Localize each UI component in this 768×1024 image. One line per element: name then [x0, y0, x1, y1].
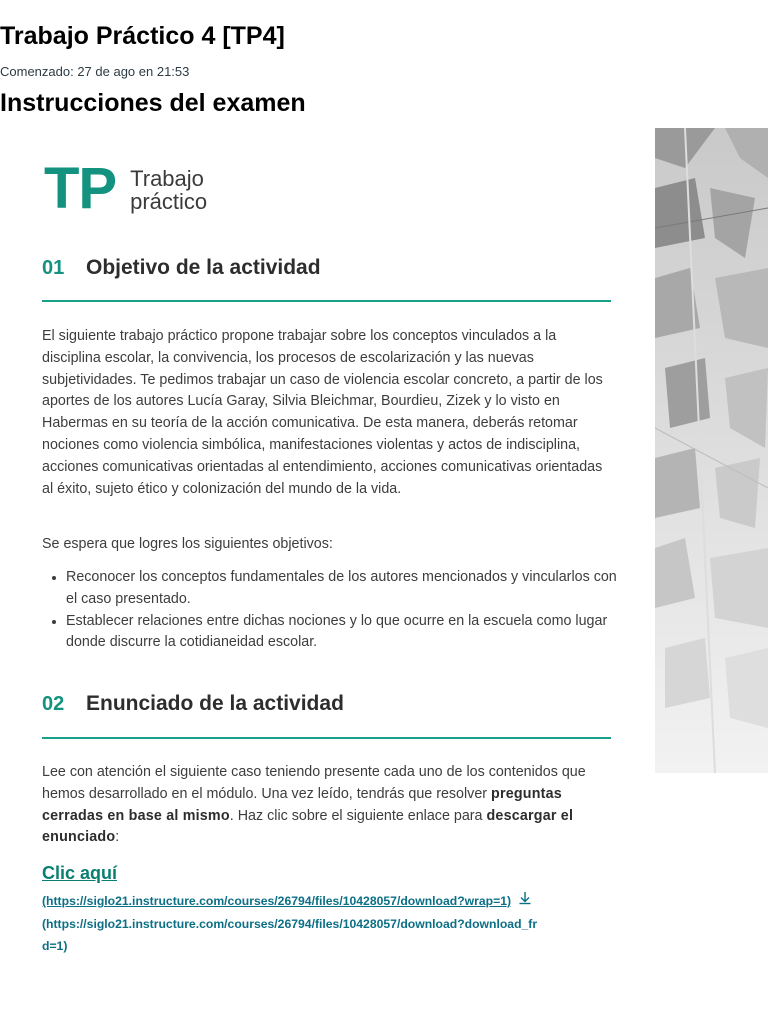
- objective-paragraph: El siguiente trabajo práctico propone trabajar sobre los conceptos vinculados a la disciplina escolar, la convivencia, los procesos de escolarización y las nuevas subjetividades. Te pedimos trabajar un caso de violencia escolar concreto, a partir de los aportes de los autores Lucía Garay, Silvia Bleichmar, Bourdieu, Zizek y lo visto en Habermas en su teoría de la acción comunicativa. De esta manera, deberás retomar nociones como violencia simbólica, manifestaciones violentas y actos de indisciplina, acciones comunicativas orientadas al entendimiento, acciones comunicativas orientadas al éxito, sujeto ético y colonización del mundo de la vida.: [42, 328, 603, 497]
- download-statement-link[interactable]: Clic aquí: [42, 863, 118, 883]
- section-divider: [42, 300, 611, 302]
- architecture-photo: [655, 128, 768, 773]
- section-number: 01: [42, 257, 65, 279]
- tp-logo-word-2: práctico: [130, 189, 208, 214]
- section-number: 02: [42, 693, 65, 715]
- tp-logo-words: [130, 165, 207, 213]
- statement-bold: preguntas cerradas en base al mismo: [42, 785, 562, 824]
- section-heading-objective: [42, 256, 321, 280]
- statement-paragraph: [42, 762, 617, 849]
- tp-logo-word-1: Trabajo: [130, 166, 204, 191]
- link-urls: [42, 890, 622, 957]
- section-title: Enunciado de la actividad: [86, 692, 344, 715]
- section-heading-statement: [42, 692, 344, 716]
- statement-text: . Haz clic sobre el siguiente enlace para: [229, 807, 487, 824]
- statement-text: Lee con atención el siguiente caso teniendo presente cada uno de los contenidos que hemos desarrollado en el módulo. Una vez leído, tendrás que resolver: [42, 764, 586, 802]
- started-timestamp: Comenzado: 27 de ago en 21:53: [0, 64, 190, 79]
- statement-text: :: [115, 829, 120, 846]
- decorative-architecture-image: [655, 128, 768, 773]
- list-item: • Reconocer los conceptos fundamentales de los autores mencionados y vincularlos con el caso presentado.: [66, 567, 626, 611]
- list-item: • Establecer relaciones entre dichas nociones y lo que ocurre en la escuela como lugar donde discurre la cotidianeidad escolar.: [66, 611, 626, 655]
- objectives-intro: Se espera que logres los siguientes objetivos:: [42, 536, 333, 552]
- section-divider: [42, 737, 611, 739]
- tp-logo: [44, 156, 208, 221]
- page-title: Trabajo Práctico 4 [TP4]: [0, 22, 285, 50]
- instructions-heading: Instrucciones del examen: [0, 89, 306, 117]
- tp-logo-mark: TP: [44, 156, 117, 221]
- section-title: Objetivo de la actividad: [86, 256, 321, 279]
- download-url-link[interactable]: (https://siglo21.instructure.com/courses/26794/files/10428057/download?download_frd=1): [42, 917, 538, 954]
- objectives-list: [42, 567, 626, 654]
- statement-bold: descargar el enunciado: [42, 807, 574, 846]
- wrap-url-link[interactable]: (https://siglo21.instructure.com/courses/26794/files/10428057/download?wrap=1): [42, 894, 512, 908]
- download-icon[interactable]: [517, 890, 533, 913]
